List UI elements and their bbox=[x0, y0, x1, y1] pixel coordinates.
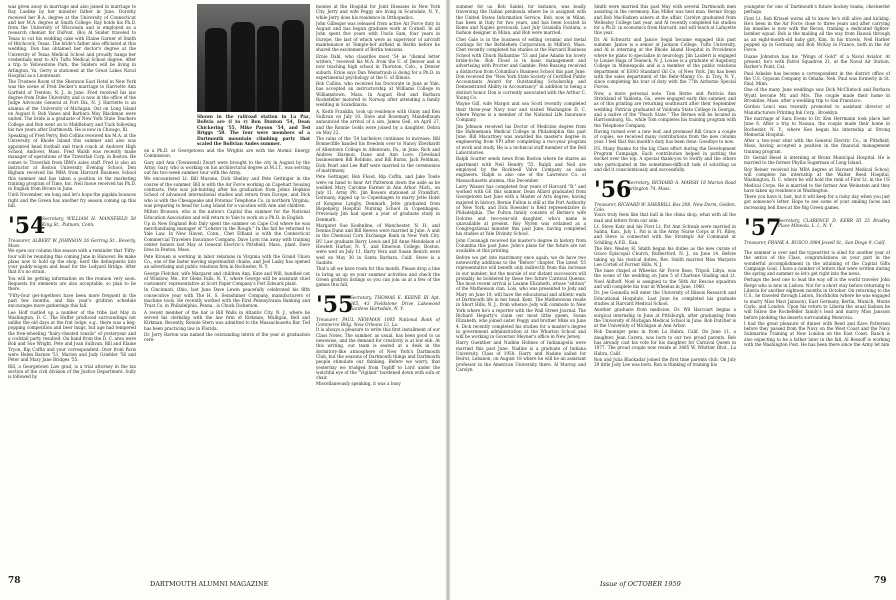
paragraph: George Fletcher, wife Margaret and children Ann, Kate and Will, bundled out of Winslow, Me., for Glens Falls, N. Y., where George will be assistant chief customers' representative at Scott Paper Company's Fort Edward plant. bbox=[144, 270, 310, 287]
left-column-3 bbox=[316, 4, 440, 572]
paragraph: I had the great pleasure of dinner with Reed and Kave Patterson before they passed from the Navy on the West Coast and the Navy Submarine Training at New London on the East Coast. Ranch is also expecting to be a father later in the fall. Al Bessoff is working with the Washington Post. He has been there since the Army let him bbox=[744, 320, 890, 348]
class-heading-1956 bbox=[594, 175, 736, 214]
paragraph: Ron and Julia Blackadar joined the first time parents club. On July 29 little Jody Lee was born. Ron is thinking of training his bbox=[594, 356, 736, 368]
paragraph: After a two-year stint with the General Electric Co., in Pittsfield, Mass, having accepted a position in the financial management training program. bbox=[744, 138, 890, 154]
class-heading-1957 bbox=[744, 213, 890, 247]
class-year: '54 bbox=[8, 213, 46, 240]
paragraph: Miscellaneously speaking, it was a busy bbox=[316, 381, 401, 387]
paragraph: Pete Gettinger, Bob Flood, Rip Coffin, and Jake Towle were on hand to hear Art Patterson down the aisle as he wedded Mary Caroline Farmer in Ann Arbor, Mich., on July 11. Army Pfc. Jim Bowers stationed at Frankfurt, Germany, zipped up to Copenhagen to marry Jette Holst of Kongens Lyngby, Denmark. Jette graduated from Bispebjerg Hospital Nursing School in Copenhagen. Previously Jim had spent a year of graduate study in Denmark. bbox=[316, 174, 440, 222]
class-secretary: Secretary, RICHARD A. MARSH 18 Marion Road Arlington 74, Mass. bbox=[628, 181, 736, 192]
paragraph: Roy Reiner received his MBA degree at Harvard Medical School, will complete his internship at the Walter Reed Hospital, Washington, D. C. where he will hold the rank of First Lt. in the US Medical Corps. He is married to the former Ann Weinstein and they have taken up residence in Washington. bbox=[744, 166, 890, 193]
left-column-2 bbox=[144, 148, 310, 572]
paragraph: Paul Ashelse has become a correspondent in the district office of the U.S. Gypsum Company in Omaha, Neb. Paul was formerly in St. Paul, Minn. bbox=[744, 70, 890, 87]
paragraph: Dr. Gerald Hesel is interning at Bronx Municipal Hospital. He is married to the former Phyllis Sugerman of Long Island. bbox=[744, 155, 890, 166]
class-treasurer: Treasurer, FRANK A. RUSCO 3984 Jewell St., San Diego 9, Calif. bbox=[744, 240, 886, 246]
class-treasurer: Treasurer, PAUL NEWMAN 1005 National Bank of Commerce Bldg. New Orleans 12, La. bbox=[316, 318, 440, 329]
paragraph: Dr. Al Schwartz and Janice Segal became engaged this past summer. Janice is a senior at Jackson College, Tufts University, and Al is interning at the Rhode Island Hospital in Providence where he plans to specialize in neurology. Jim Laubert is engaged to Louise Haga of Teaneck, N. J. Louise is a graduate of Augsburg College in Minneapolis and is a member of the public relations department of ESSO Standard Oil Co. of New York. Jim has been with the sales department of the Bebr-Manny Co. in Troy, N. Y., since completing his tour of duty with the 77th Airborne Special Forces. bbox=[594, 36, 736, 90]
paragraph: was given away in marriage and also joined in marriage to Ray Luebke by her minister father in June. Dorothy received her B.A. degree at the University of Connecticut and her M.A. degree at Smith College. Ray holds his Ph.D. from the University of Wisconsin and is employed as a research chemist for DuPont. (Bo) Al Snider traveled to Texas to cut his wedding cake with Elaine Garner of Smith of Hitchcock, Texas. The bride's father also officiated at this wedding. Don has obtained her doctor's degree at the University of Texas Medical School and proudly hangs her credentials next to Al's Tufts Medical School degree. After a trip to Yellowstone Park, the Sniders will be living in Arlington, Va. Gerry is stationed at the Great Lakes Naval Hospital as a Lieutenant. bbox=[8, 4, 136, 78]
paragraph: Gary and Ann (Townsend) Zwart were brought to the city in August by the Army. Gary, who is working on his architectural degree at M.I.T., was serving out his two-week summer tour with the Army. bbox=[144, 159, 310, 176]
paragraph: John Gillespie was released from active Air Force duty in August and has begun graduate work at Cornell. In all John spent five years with Uncle Sam, four years in Europe, the last of which were as supervisor of aircraft maintenance at Temple-hof airfield in Berlin before he shared the excitement of Berlin tensions. bbox=[316, 20, 440, 53]
paragraph: Now, a more personal note. Tom Berne and Patricia Ann Strickland of Valdosta, Ga., were engaged early this summer, and as of this printing are returning southward after their September wedding. Patricia graduated of Valdosta State College in Georgia, and a native of the "Peach State." The Bernes will be located in Harrisonburg, Va., while Tom completes his training program with the Telephone Company. bbox=[594, 90, 736, 128]
paragraph: monies at the Hospital for Joint Diseases in New York City. Jerry and wife Peggy are living in Scarsdale, N. Y., while Jerry does his residence in Orthopedics. bbox=[316, 4, 440, 20]
paragraph: One of the many June weddings saw Dick McClintock and Barbara Wyatt become Mr. and Mrs. The couple made their home in Brookline, Mass. after a wedding trip to San Francisco. bbox=[744, 87, 890, 104]
paragraph: There you have it, fast, but it will keep for a rainy day when you just got someone's letter. Hope to see some of your smiling faces and increasing bell lines at the Big Green games. bbox=[744, 194, 890, 210]
right-page bbox=[450, 0, 896, 600]
paragraph: youngster for one of Dartmouth's future hockey teams, checkerdot perhaps. bbox=[744, 4, 890, 15]
paragraph: Speaking of Fred Perry, Bob Collins received his M.A. at the University of Rhode Island this summer and also was appointed head football and track coach at Andover High School, Andover, Mass. Fred Walsh was recently made manager of operations of the Traverlab Corp. in Boston. He comes to Traverlab from IBM's sales staff. Fred is also an instructor at Boston University Evening School. Don Bigham received his MBA from Harvard Business School this summer and has taken a position in the marketing training program of Time, Inc. Neil Inoue received his Ph.D. in English from Brown in June. bbox=[8, 133, 136, 192]
class-treasurer: Treasurer, RICHARD W. SHERRILL Box 208, New Dorm, Golden, Colo. bbox=[594, 203, 736, 214]
paragraph: on a Ph.D. at Georgetown and the Wrights are with the Atomic Energy Commission. bbox=[144, 148, 310, 159]
paragraph: A. Keith Franklin, took up residence with Ginny and Ken Sullivan on July 10. Dave and Rosemary Mandelbaum announced the arrival of a son, James Geil, on April 27, and the Ronnie Golds were joined by a daughter, Debra on May 22. bbox=[316, 108, 440, 135]
paragraph: Larry Wasser has completed four years of Harvard "B." and worked with GE this summer. Dean Allard graduated from Georgetown last June with a Master of Arts degree, having majored in history. Bernie Fulton is still at the Port Authority of New York, and Dick Roessler is field representative in Philadelphia. The Fulton family consists of Bernie's wife Dolores and two-year-old daughter, who's name is unavailable at present. Roy Nyren was ordained as a Congregational minister this past June, having completed his studies at Yale Divinity School. bbox=[456, 183, 586, 237]
paragraph: You will be getting information on the reunion very soon. Requests for elements are also acceptable, so plan to be there. bbox=[8, 275, 136, 292]
paragraph: The summer is over and the typewriter is oiled for another year of the antics of the Class, congratulations on your part in the wonderful accomplishment in the attaining of the Capital Gifts Campaign Goal. I have a number of letters that were written during the spring and summer so let's get right into the news. bbox=[744, 249, 890, 277]
class-year: '56 bbox=[594, 177, 632, 204]
paragraph: Until November, we long and let's hope the pigskin bounces right and the Green has another fry season coming up this fall. bbox=[8, 192, 136, 208]
paragraph: Another graduate from medicine, Dr. Wil Harcourt begins a surgical internship in June at Pittsburgh, after graduating from the University of Michigan Medical School in June. Bob Dutcher is at the University of Michigan at Ann Arbor. bbox=[594, 307, 736, 329]
paragraph: "Fifty-four get-togethers have been more frequent in the past few months, and this year's gridiron schedule encourages more gatherings this fall. bbox=[8, 292, 136, 309]
paragraph: We encountered Lt. Bill Murane, Dick Shelley and Pete Gettinger in the course of the summer. Bill is with the Air Force working on Capehart housing contracts. Pete was job-hunting after his graduation from Johns Hopkins School of advanced international studies and return from Europe, and Dick who is with the Chesapeake and Potomac Telephone Co. in northern Virginia, was preparing to head for Long Island for a vacation with Ann and children. bbox=[144, 176, 310, 208]
paragraph: Pete Krouen is working in labor relations in Virginia with the Grand Union Co., one of the faster moving supermarket chains, and Joel Lasky has opened an advertising and public relations firm in Rochester, N. Y. bbox=[144, 253, 310, 270]
page-number: 79 bbox=[874, 576, 887, 586]
paragraph: Yours truly feels like that bull in the china shop, what with all the mail and letters from our side. bbox=[594, 212, 736, 223]
paragraph: Having turned over a new leaf, and promised Bill Grace a couple of copies, we received many contributions from the new column year. I feel that this month's duty has been done. Goodbye to now. bbox=[594, 128, 736, 145]
paragraph: Dr. Joe Gonnella will enter the University of Illinois Research and Educational Hospitals. Last June he completed his graduate studies at Harvard Medical School. bbox=[594, 290, 736, 306]
paragraph: The marriage of Sara Evens to Dr. Ken Herrmann took place last June 6. After a trip to Nassau, the couple made their home in Rochester, N. Y., where Ken began his internship at Strong Memorial Hospital. bbox=[744, 115, 890, 137]
paragraph: Before we get into matrimony once again, we do have two noteworthy additions to the "Before" chapter. The latest '55 representative will benefit only indirectly from this increase in our number, but the morale of our distant successors will probably be bolstered by these two future Carnival Queens. The most recent arrival is Leanne Elizabeth, whose "edition" of the Mathewson clan. Lois, who was presented to Jody and Mary on June 18, will have the educational and athletic ends of Dartmouth life in her head. Kent, The Mathewsons reside in Short Hills, N. J., from whence Jody will commute to New York where he's a reporter with the Wall Street Journal. The Richard Hegarty's claim our most little queen, Susan Elizabeth, who joined sister Peggy and brother Mike on June 4. Dick recently completed his studies for a master's degree in government administration at the Wharton School and will be working in Governor Meyner's office in New Jersey. bbox=[456, 254, 586, 340]
class-treasurer: Treasurer, ALBERT W. JOHNSON 26 Gerring St., Beverly, Mass. bbox=[8, 239, 136, 250]
paragraph: The rains of the '54 bachelors continues to increase. Bill Bonnecfille handed his freedom over to Nancy Eberhardt of Allentown College in Allentown, Pa., in June. Rich and Andrew Harmon, Dane and Ann Love, Cleveland businessmen Bill Robbins, and Bill Burns, Jack Feldman, Dick Pearl and Lee Ruff were married in the ceremonies of matrimony. bbox=[316, 136, 440, 173]
paragraph: That's all we have room for this month. Please drop a line to bring us up on your summer activities and check the Green gridiron listings so you can join us at a few of the games this fall. bbox=[316, 266, 440, 288]
paragraph: The Rev. Wesley H. Smith began his duties as the new curate of Grace Episcopal Church, Rutherford, N. J., on June 14. Before taking up his clerical duties, Rev. Smith married Miss Marjorie Lee Cortell of Forrest Hills, N. J. bbox=[594, 245, 736, 267]
paragraph: Margaret Sue Koehnline, of Manchester, N. H., and Dennis Dunn and Bill Reeves were married in June. A unit in the Chemical Corn Exchange Bank in New York City. BU Law graduate Barry Lewis and Jill Anne Mendelson of Hewlett Harbor, N. Y., and Emerson College, Boston, were wed on July 11. Barry Vera and Susan Benich were wed on May 30 in Santa Barbara, Calif. Steve is a Saabite. bbox=[316, 222, 440, 265]
left-page bbox=[0, 0, 446, 600]
paragraph: Duane Johnston has his "Wings of Gold" of a Naval Aviator. At present, he's with Patrol Squadron 21, at the Naval Air Station, Barber's Point, Cal. bbox=[744, 53, 890, 70]
class-year: '57 bbox=[744, 214, 782, 241]
paragraph: It is always a pleasure to write this first installment of our Class Notes. The summer, as usual, has been good to us newswise, and the demand for creativity is at low ebb. At this writing, our team is seated at a desk in the dormitory-like atmosphere of New York's Dartmouth Club, but the seasons of Dartmouth things and Dartmouth people stimulate our thinking. Before we worry, that yesterday we trudged from Topliff to Lord under the watchful eye of the "Vigilant" burdened down with sofa or chair. bbox=[316, 327, 440, 381]
page-number: 78 bbox=[8, 576, 21, 586]
class-heading-1955 bbox=[316, 290, 440, 329]
paragraph: Bob Collins, who received his Doctorate in June at Yale, has accepted an instructorship at Williams College in Williamstown, Mass. In August Rod and Barbara Rockefeller motored to Norway after attending a family wedding in Scandinavia. bbox=[316, 81, 440, 108]
paragraph: Harry Guenther and Nadine Holmes of Indianapolis were married this past June. Nadine is a graduate of Indiana University. Class of 1958. Harry and Nadine sailed for Beirut, Lebanon, on August 18 where he will be an assistant professor in the American University there. Al Murray and Carolyn bbox=[456, 340, 586, 372]
paragraph: In Cincinnati, Ohio, last June Dave Lewin peacefully celebrated his fifth consecutive year with The H. S. Seinshimer Company, manufacturers of machine tools. He recently worked with the First Pennsylvania Banking and Trust Co. in Philadelphia, Penna., is Chuck Dickerson. bbox=[144, 287, 310, 309]
paragraph: We open our column this season with a reminder that 'Fifty-four will be reuniting this coming June in Hanover. Be make plans now to hold up the shop, herd the delinquents into your paddy-wagon and head for the Ledyard Bridge. After that it's no strain. bbox=[8, 248, 136, 275]
paragraph: summer for us. Bob Saidel, for instance, was busily traversing the Italian peninsula where he is assigned with the United States Information Service. Bob, now in Milan, has been in Italy for two years, and has been located in Rome and Naples previously. Last July Graziella Fontana, a fashion designer in Milan, and Bob were married. bbox=[456, 4, 586, 36]
paragraph: P.S. Many thanks for the big Class effort during the Development Program Campaign. Each contribution helped in putting the docket over the top. A special thank-you to Swifty and the others who participated in the sometimes-difficult task of soliciting us and did it conscientiously and successfully. bbox=[594, 145, 736, 172]
class-secretary: Secretary, WILLIAM H. MANSFIELD 50 King St., Putnam, Conn. bbox=[42, 217, 136, 228]
paragraph: John Cavanagh received his master's degree in history from Columbia this past June. John's plans for the future are not available at this printing. bbox=[456, 237, 586, 254]
paragraph: First Lt. Bob Krissel warns all to know he's still alive and kicking. He's been in the Air Force close to three years and after carrying his missiles is now with the Recon, training a dedicated fighter-bomber squad. Bob is the mailing all the way from Hawaii through as an eight-month-old baby girl, Kim. In his travels, Neil Harker popped up in Germany and Bob McKay in France, both in the Air Force. bbox=[744, 15, 890, 53]
class-secretary: Secretary, THOMAS E. KEENE III Apt. 365, 43 Fieldstone Drive Lakewood Gardens Hartsdale, N. Y. bbox=[350, 296, 440, 313]
paragraph: Perhaps the best one to lead the way off is the world traveler John Berge who is now in Lisbon. Not for a short stay before returning to Liberia for another eighteen months in October. On returning to the U.S., he traveled through Lisbon, Stockholm (where he was engaged to marry Miss Mavi Jansson), East Germany, Berlin, Munich, Monte Carlo, and London. Upon his return to Liberia the usual fashion he will follow the Rockefeller family's lead and marry Miss Jansson before plodding the deserts surrounding Monrovia. bbox=[744, 277, 890, 320]
paragraph: Smith were married this past May with several Dartmouth men assisting in the ceremony. Kas Miller was best man. Bernie Stopp and Bob MacFadzen ushers at the affair. Carolyn graduated from Wellesley College last year, and Al recently completed his studies for a Ph.D. in economics from Harvard, and will teach at Lafayette this year. bbox=[594, 4, 736, 36]
paragraph: The base chapel at Wheelus Air Force Base, Tripoli, Libya, was the scene of the wedding on June 5 of Charlene Glading and Lt. Noel Aldhoff. Noel is assigned to the 58th Air Rescue squadron and will complete his tour at Wheelus in June, 1960. bbox=[594, 268, 736, 290]
paragraph: Ernie Dahl, who classifies most '54 as "dismal letter writers," received his M.A. from the U. of Denver and is now teaching high school in Thornton, Colo., a Denver suburb. Ernie says Dan Weinstraub is doing for a Ph.D. in experimental psychology at the U. of Illinois. bbox=[316, 53, 440, 80]
paragraph: The Trustees Room of the Sheraton East Hotel in New York was the scene of Fred Decker's marriage to Harriette Ann Garfield of Trenton, N. J., in June. Fred received his law degree from Duke University and is now in the office of the Judge Advocate General at Fort Dix, N. J. Harriette is an alumna of the University of Michigan. Out on Long Island on August 8, Bob Vanes and Barbara May Blackman were united. The bride is a graduate of New York State Teachers College and Bob went on to Middlebury and Tuck following his two years after Dartmouth. He is now in Chicago, Ill. bbox=[8, 79, 136, 132]
paragraph: Dr. Jerry Barton was named the outstanding intern of the year at graduation cere- bbox=[144, 331, 310, 343]
paragraph: Bill, a Georgetown Law grad, is a trial attorney in the tax section of the civil division of the Justice Department. Sully is followed by bbox=[8, 363, 136, 380]
paragraph: Gordon Lenci was recently promoted to assistant director of Manufacturers Printing Ink Corp., Brooklyn. bbox=[744, 104, 890, 115]
right-column-2 bbox=[594, 4, 736, 572]
paragraph: Chet Gale is in the business of selling ceramic and metal coatings for the Bethlehem Corporation in Milford, Mass. Chet recently completed his studies at the Harvard Business School with Chuck Ballantine '53 and Jane Adams his lovely bride-to-be. Bob Flood is in basic management and advertising with Procter and Gamble. Pete Bussing received a distinction from Columbia's Business School this past June. Don received the "New York State Society of Certified Public Accountants Award for Outstanding Scholarship and Demonstrated Ability in Accountancy" in addition to being a distinct honor. Don is currently associated with the Arthur C. Young Co. bbox=[456, 36, 586, 101]
page-footer: Issue of OCTOBER 1959 bbox=[600, 580, 681, 588]
paragraph: Wayne Gill, wife Margot and son Scott recently completed their three-year Navy tour and visited Washington D. C. where Wayne is a member of the National Life Insurance Company. bbox=[456, 101, 586, 123]
right-column-3 bbox=[744, 4, 890, 572]
paragraph: Lee Hoff rustled up a number of the tribe last May in Washington, D. C. The Huffer produced surroundings not unlike the old days at the frat lodge, e.g., there was a keg-popping competition and beer mugs, but age had tempered the free-wheeling "hairy-chested tonsils" of yesteryear and a cocktail party resulted. On hand from the D. C. area were Bob and Sue Wright, Pete and Joan Sullivan, Bill and Elaine Tryon, Rip Coffin and your correspondent. Over from Paris were Helen Barnes '51, Marion and Judy Griebler '56 and Peter and Mary Jane Bridges '55. bbox=[8, 309, 136, 363]
class-year: '55 bbox=[316, 292, 354, 319]
mountain-climbers-photo bbox=[197, 4, 310, 112]
paragraph: Milton Brunson, who is the nation's Capital this summer for the National Education Association and will return to Yale to work on a Ph.D. in English. bbox=[144, 209, 310, 220]
right-column-1 bbox=[456, 4, 586, 572]
class-heading-1954 bbox=[8, 211, 136, 250]
paragraph: Lt. Steve Katz and his First Lt. Pat Ann Schwab were married in Salina, Kan., July 1. Pat is in the Army Nurse Corps at Ft. Riley, and Steve is connected with the Strategic Air Command at Schilling A.F.B., Kan. bbox=[594, 223, 736, 245]
paragraph: Up in New England Bob Daly spent the summer on Cape Cod where he was merchandising manager of "Lobster in the Rough." In the fall he returned to Yale Law. In New Haven, Conn., Chet Elfland is with the Connecticut Commercial Travelers Insurance Company. Dave Lyon ran away with training center honors last May at General Electric's Pittsfield, Mass., plant. Dave lives in Fenton, Mass. bbox=[144, 220, 310, 253]
paragraph: A recent member of the bar is Bill Walls in Atlantic City, N. J., where he served his clerkship with the law firm of Kirkman, Mulligan, Bell and Kirkman. Recently, Ronnie Stern was admitted to the Massachusetts Bar. Ted has been practicing law in Florida. bbox=[144, 309, 310, 331]
paragraph: Bob Dauntger pens in from La Habra, Calif. On June 11, a daughter, Jean Carera, was born to our two proud parents. Bob has already cast his vote for his daughter for Carnival Queen in 1977. The proud couple now reside at 3485 W. Whittier Blvd., La Habra, Calif. bbox=[594, 329, 736, 356]
photo-caption: Shown in the railroad station in La Paz, Bolivia are (l to r) Ron Dunton '54, Dean Chickering '55, Mike Payson '54, and Ted Briggs '58. The four were members of a Dartmouth mountain climbing party that scaled the Bolivian Andes summer. bbox=[197, 115, 310, 148]
page-footer: DARTMOUTH ALUMNI MAGAZINE bbox=[150, 580, 269, 588]
paragraph: Jim Johnson received his Doctor of Medicine degree from the Hahnemann Medical College in Philadelphia this past June. Bill Macartney was awarded his master's degree in engineering from VPI after completing a two-year program of work and study. He is a technical staff member of the Bell Laboratories. bbox=[456, 123, 586, 156]
left-column-1 bbox=[8, 4, 136, 572]
class-secretary: Secretary, CLARENCE D. KERR III 25 Bradley Place Mineola, L. I., N. Y. bbox=[778, 218, 890, 230]
paragraph: Ralph Soutter sends news from Boston where he shares an apartment with Neil Hendry '55. Ralph and Neil are employed by the Rockwell Valve Company as sales engineers. Ralph is also one of the Lawrence Co. of Massachusetts alumna, this December. bbox=[456, 156, 586, 183]
